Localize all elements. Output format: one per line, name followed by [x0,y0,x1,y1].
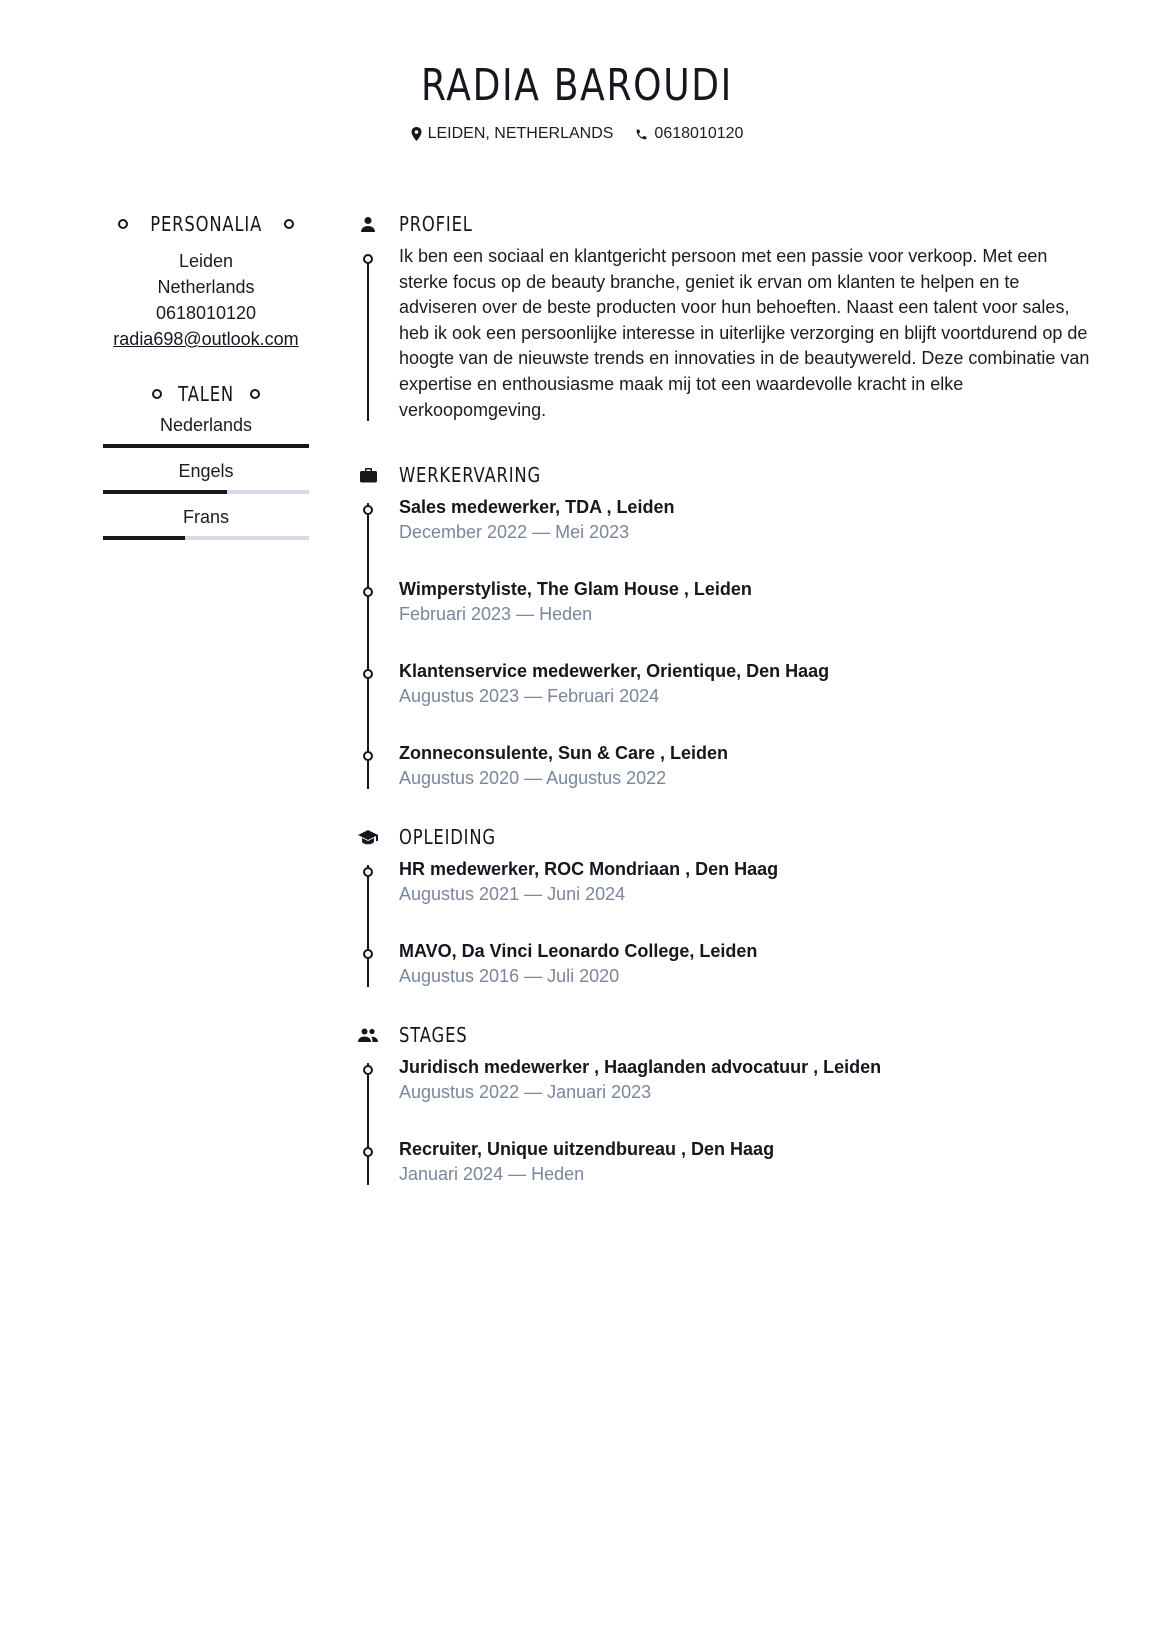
timeline-node-icon [363,751,373,761]
talen-title: TALEN [178,382,234,406]
timeline-node-icon [363,867,373,877]
timeline-node-icon [363,669,373,679]
entry-title: Klantenservice medewerker, Orientique, Den Haag [399,661,830,682]
timeline-line [367,503,369,789]
resume-header [0,60,1154,143]
entry-title: Juridisch medewerker , Haaglanden advocatuur , Leiden [399,1057,882,1078]
personalia-city: Leiden [178,251,234,271]
stages-heading [355,1021,1095,1049]
language-level-fill [103,490,227,494]
entry-dates: Augustus 2021 — Juni 2024 [399,884,626,905]
ring-decoration-icon [118,219,128,229]
timeline-node-icon [363,254,373,264]
profiel-heading [355,210,1095,238]
right-column [355,210,1095,1189]
personalia-title: PERSONALIA [150,212,262,236]
timeline-node-icon [363,1065,373,1075]
entry-title: MAVO, Da Vinci Leonardo College, Leiden [399,941,758,962]
ring-decoration-icon [250,389,260,399]
timeline-node-icon [363,505,373,515]
education-entry [399,933,1095,991]
work-entry [399,735,1095,793]
language-name: Nederlands [159,415,253,435]
entry-dates: Augustus 2022 — Januari 2023 [399,1082,652,1103]
language-level-fill [103,536,185,540]
entry-title: Sales medewerker, TDA , Leiden [399,497,675,518]
entry-dates: Augustus 2020 — Augustus 2022 [399,768,667,789]
personalia-details [103,248,309,352]
entry-dates: Augustus 2016 — Juli 2020 [399,966,620,987]
briefcase-icon [360,467,377,483]
internship-entry [399,1131,1095,1189]
entry-dates: Augustus 2023 — Februari 2024 [399,686,660,707]
work-entry [399,571,1095,653]
language-name: Frans [182,507,229,527]
person-icon [360,216,376,232]
education-entry [399,851,1095,933]
timeline-node-icon [363,587,373,597]
personalia-country: Netherlands [157,277,255,297]
entry-title: Wimperstyliste, The Glam House , Leiden [399,579,752,600]
stages-section [355,1021,1095,1189]
entry-title: Zonneconsulente, Sun & Care , Leiden [399,743,729,764]
werkervaring-section [355,461,1095,793]
location-item [411,125,614,143]
left-column [103,210,309,540]
phone-icon [635,128,648,141]
language-level-bar [103,536,309,540]
language-name: Engels [178,461,234,481]
work-entry [399,653,1095,735]
location-text: LEIDEN, NETHERLANDS [427,125,614,142]
timeline-node-icon [363,1147,373,1157]
personalia-phone: 0618010120 [155,303,257,323]
werkervaring-body [355,489,1095,793]
map-pin-icon [411,127,422,141]
opleiding-title: OPLEIDING [399,825,496,850]
phone-item [635,125,743,143]
contact-line [0,125,1154,143]
entry-title: Recruiter, Unique uitzendbureau , Den Haag [399,1139,775,1160]
stages-body [355,1049,1095,1189]
language-item [103,412,309,448]
werkervaring-heading [355,461,1095,489]
phone-text: 0618010120 [654,125,744,142]
ring-decoration-icon [152,389,162,399]
entry-dates: Februari 2023 — Heden [399,604,593,625]
language-level-bar [103,444,309,448]
graduation-cap-icon [358,829,378,845]
work-entry [399,489,1095,571]
stages-title: STAGES [399,1023,468,1048]
opleiding-section [355,823,1095,991]
werkervaring-title: WERKERVARING [399,463,542,488]
entry-dates: December 2022 — Mei 2023 [399,522,630,543]
internship-entry [399,1049,1095,1131]
language-item [103,504,309,540]
language-level-fill [103,444,309,448]
profiel-title: PROFIEL [399,212,473,236]
timeline-node-icon [363,949,373,959]
opleiding-heading [355,823,1095,851]
timeline-line [367,1063,369,1185]
entry-title: HR medewerker, ROC Mondriaan , Den Haag [399,859,779,880]
entry-dates: Januari 2024 — Heden [399,1164,585,1185]
timeline-line [367,865,369,987]
candidate-name: RADIA BAROUDI [421,60,733,111]
profiel-section [355,210,1095,431]
talen-heading [103,380,309,408]
profiel-body [355,244,1095,431]
email-link[interactable]: radia698@outlook.com [113,329,299,349]
opleiding-body [355,851,1095,991]
timeline-line [367,258,369,421]
profile-text: Ik ben een sociaal en klantgericht persoon met een passie voor verkoop. Met een sterke focus op de beauty branche, geniet ik ervan om klanten te helpen en te adviseren over de beste producten voor hun behoeften. Naast een talent voor sales, heb ik ook een persoonlijke interesse in uiterlijke verzorging en blijft voortdurend op de hoogte van de nieuwste trends en innovaties in de beautywereld. Deze combinatie van expertise en enthousiasme maak mij tot een waardevolle kracht in elke verkoopomgeving. [399,246,1090,420]
language-level-bar [103,490,309,494]
language-item [103,458,309,494]
talen-section [103,380,309,540]
ring-decoration-icon [284,219,294,229]
people-icon [358,1028,378,1042]
personalia-heading [103,210,309,238]
